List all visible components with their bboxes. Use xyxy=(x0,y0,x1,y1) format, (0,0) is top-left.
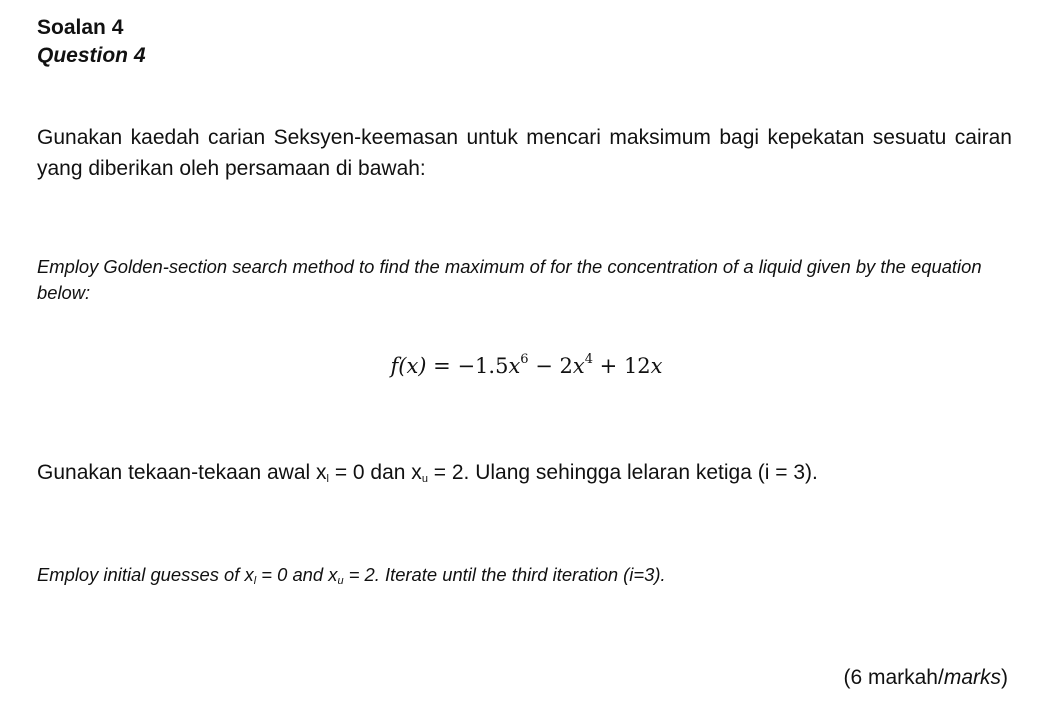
equation-term1-coef: −1.5 xyxy=(457,354,509,378)
equation-term1-exp: 6 xyxy=(520,352,529,367)
initial-en-text2: = 0 and x xyxy=(256,564,338,585)
initial-ms-sub-u: u xyxy=(421,473,428,485)
initial-ms-sub-l: l xyxy=(326,473,329,485)
initial-en-text1: Employ initial guesses of x xyxy=(37,564,254,585)
initial-guess-line-ms xyxy=(37,462,818,483)
marks-close: ) xyxy=(1001,666,1008,689)
initial-ms-text1: Gunakan tekaan-tekaan awal x xyxy=(37,461,327,484)
initial-en-sub-u: u xyxy=(337,575,344,587)
equation-op2: + 12 xyxy=(593,354,651,378)
equation-term3-var: x xyxy=(650,354,663,378)
instruction-paragraph-en: Employ Golden-section search method to find the maximum of for the concentration of a liquid given by the equation below: xyxy=(37,256,982,303)
equation-lhs: f(x) = xyxy=(390,354,458,378)
question-heading-en: Question 4 xyxy=(37,44,146,67)
equation-term2-var: x xyxy=(572,354,585,378)
question-heading-ms: Soalan 4 xyxy=(37,16,124,39)
equation-op1: − 2 xyxy=(528,354,573,378)
marks-open: (6 markah/ xyxy=(843,666,944,689)
initial-guess-line-en xyxy=(37,564,666,587)
equation xyxy=(0,352,1050,378)
marks-label xyxy=(843,667,1008,688)
equation-term2-exp: 4 xyxy=(584,352,593,367)
initial-en-sub-l: l xyxy=(253,575,257,587)
marks-italic: marks xyxy=(943,666,1001,689)
initial-ms-text3: = 2. Ulang sehingga lelaran ketiga (i = 3). xyxy=(427,461,818,484)
equation-term1-var: x xyxy=(508,354,521,378)
initial-ms-text2: = 0 dan x xyxy=(328,461,422,484)
initial-en-text3: = 2. Iterate until the third iteration (i=3). xyxy=(343,564,666,585)
instruction-paragraph-ms: Gunakan kaedah carian Seksyen-keemasan untuk mencari maksimum bagi kepekatan sesuatu cairan yang diberikan oleh persamaan di bawah: xyxy=(37,126,1012,180)
